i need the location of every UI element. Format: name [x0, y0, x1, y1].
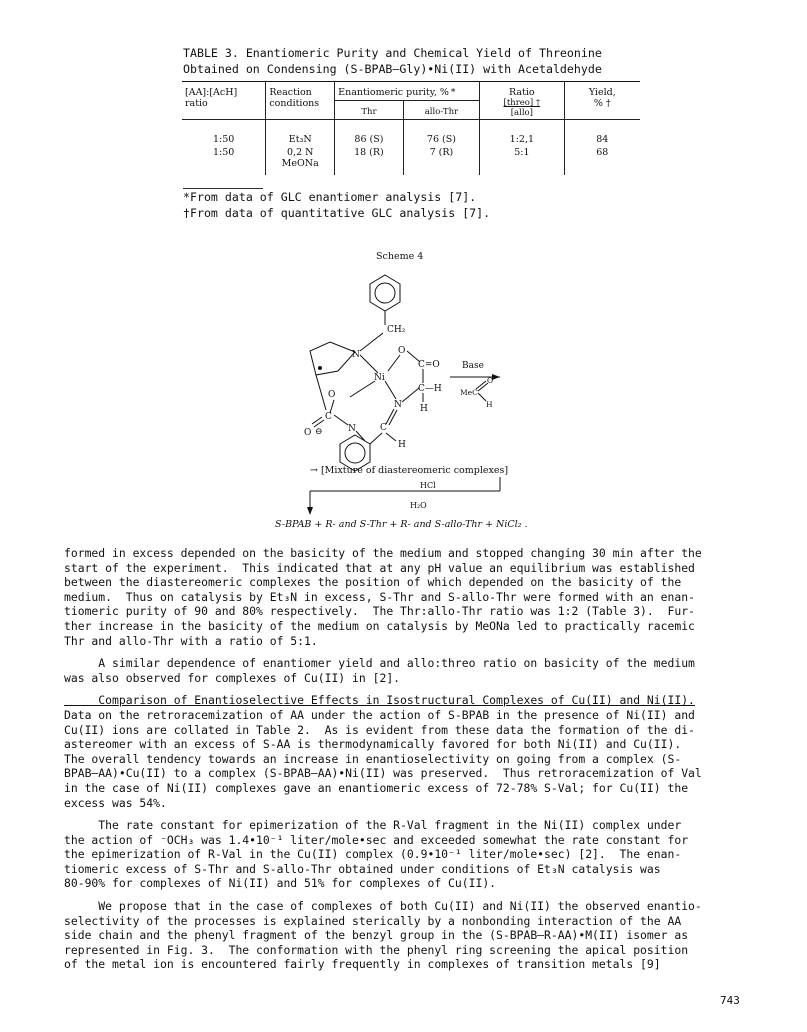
- table-title-line-1: TABLE 3. Enantiomeric Purity and Chemical Yield of Threonine: [183, 46, 602, 60]
- c-h-label: C—H: [418, 384, 442, 394]
- h-imine-label: H: [398, 440, 406, 450]
- header-thr: Thr: [335, 101, 404, 120]
- header-ratio: [182, 82, 266, 120]
- cell-conditions: 0,2 N MeONa: [266, 146, 335, 175]
- text-line: The rate constant for epimerization of the R-Val fragment in the Ni(II) complex under: [64, 818, 682, 833]
- o-minus-label: O: [304, 428, 312, 438]
- text-line: formed in excess depended on the basicity of the medium and stopped changing 30 min after the: [64, 546, 702, 560]
- reaction-arrow-icon: [492, 374, 500, 380]
- text-line: in the case of Ni(II) complexes gave an enantiomeric excess of 72-78% S-Val; for Cu(II) the: [64, 780, 689, 795]
- data-table: [182, 81, 640, 175]
- paragraph-4: [64, 818, 754, 891]
- hcl-label: HCl: [420, 481, 436, 490]
- cell-thr: 18 (R): [335, 146, 404, 175]
- text-line: Cu(II) ions are collated in Table 2. As is evident from these data the formation of the di-: [64, 722, 695, 737]
- n-left-label: N: [352, 350, 360, 360]
- cell-thr: 86 (S): [335, 120, 404, 147]
- text-line: astereomer with an excess of S-AA is thermodynamically favored for both Ni(II) and Cu(II).: [64, 737, 682, 752]
- header-yield-line-1: Yield,: [588, 87, 616, 98]
- header-yield: [564, 82, 640, 120]
- c-imine-label: C: [380, 423, 387, 433]
- text-line: medium. Thus on catalysis by Et₃N in excess, S-Thr and S-allo-Thr were formed with an enan-: [64, 589, 695, 604]
- benzyl-phenyl-ring: [370, 275, 400, 311]
- paragraph-3: [64, 708, 754, 810]
- text-line: the epimerization of R-Val in the Cu(II) complex (0.9•10⁻¹ liter/mole•sec) [2]. The enan-: [64, 847, 682, 862]
- body-text: [64, 546, 754, 972]
- o-ring-label: O: [328, 390, 336, 400]
- table-3: [182, 81, 640, 175]
- text-line: tiomeric excess of S-Thr and S-allo-Thr obtained under conditions of Et₃N catalysis was: [64, 861, 661, 876]
- header-allo-thr: allo-Thr: [403, 101, 479, 120]
- page-number: 743: [720, 994, 740, 1007]
- header-threo-allo-line-3: [allo]: [510, 108, 533, 118]
- cell-allo: 7 (R): [403, 146, 479, 175]
- paragraph-5: [64, 899, 754, 972]
- text-line: Thr and allo-Thr with a ratio of 5:1.: [64, 633, 318, 648]
- cell-ratio: 1:50: [212, 134, 235, 145]
- text-line: side chain and the phenyl fragment of the benzyl group in the (S-BPAB—R-AA)•M(II) isomer as: [64, 928, 689, 943]
- paragraph-1: [64, 546, 754, 648]
- table-row: [182, 146, 640, 175]
- header-ratio-line-1: [AA]:[AcH]: [185, 87, 238, 98]
- ch2-label: CH₂: [387, 325, 406, 335]
- section-heading: Comparison of Enantioselective Effects in Isostructural Complexes of Cu(II) and Ni(II).: [64, 693, 695, 708]
- table-row: [182, 120, 640, 147]
- base-label: Base: [462, 361, 484, 371]
- negative-charge-icon: ⊖: [315, 427, 323, 437]
- header-conditions-line-2: conditions: [269, 98, 320, 109]
- text-line: between the diastereomeric complexes the position of which depended on the basicity of the: [64, 575, 682, 590]
- header-ratio-line-2: ratio: [185, 98, 208, 109]
- table-footnotes: [183, 189, 643, 221]
- scheme-title: Scheme 4: [376, 251, 424, 262]
- down-arrow-icon: [307, 507, 313, 515]
- paragraph-2: [64, 656, 754, 685]
- text-line: the action of ⁻OCH₃ was 1.4•10⁻¹ liter/mole•sec and exceeded somewhat the rate constant for: [64, 832, 689, 847]
- text-line: of the metal ion is encountered fairly frequently in complexes of transition metals [9]: [64, 957, 661, 972]
- h-alpha-label: H: [420, 404, 428, 414]
- cell-threo-allo: 1:2,1: [480, 120, 564, 147]
- mixture-label: → [Mixture of diastereomeric complexes]: [310, 465, 509, 476]
- text-line: We propose that in the case of complexes of both Cu(II) and Ni(II) the observed enantio-: [64, 899, 702, 914]
- c-eq-o-label: C=O: [418, 360, 440, 370]
- table-title-line-2: Obtained on Condensing (S-BPAB—Gly)•Ni(II) with Acetaldehyde: [183, 62, 602, 76]
- text-line: selectivity of the processes is explained sterically by a nonbonding interaction of the AA: [64, 913, 682, 928]
- reagent-h-label: H: [486, 400, 493, 409]
- header-purity: Enantiomeric purity, % *: [335, 82, 480, 101]
- o-top-label: O: [398, 346, 406, 356]
- text-line: represented in Fig. 3. The conformation with the phenyl ring screening the apical position: [64, 942, 689, 957]
- table-title: [183, 45, 653, 77]
- text-line: 80-90% for complexes of Ni(II) and 51% for complexes of Cu(II).: [64, 876, 497, 891]
- text-line: BPAB—AA)•Cu(II) to a complex (S-BPAB—AA)•Ni(II) was preserved. Thus retroracemization of Val: [64, 766, 702, 781]
- header-threo-allo-line-2: [threo] †: [503, 98, 541, 108]
- reagent-mec-label: MeC: [460, 388, 478, 397]
- text-line: was also observed for complexes of Cu(II) in [2].: [64, 670, 401, 685]
- header-conditions: [266, 82, 335, 120]
- cell-allo: 76 (S): [403, 120, 479, 147]
- cell-threo-allo: 5:1: [480, 146, 564, 175]
- cell-conditions: Et₃N: [266, 120, 335, 147]
- n-mid-label: N: [394, 400, 402, 410]
- cell-ratio: 1:50: [212, 147, 235, 158]
- reagent-o-label: O: [487, 376, 494, 385]
- text-line: The overall tendency towards an increase in enantioselectivity on going from a complex (S-: [64, 751, 682, 766]
- header-threo-allo-line-1: Ratio: [509, 87, 535, 98]
- text-line: Data on the retroracemization of AA under the action of S-BPAB in the presence of Ni(II) and: [64, 707, 695, 722]
- text-line: excess was 54%.: [64, 795, 167, 810]
- cell-yield: 68: [564, 146, 640, 175]
- n-eq-label: N: [348, 424, 356, 434]
- text-line: tiomeric purity of 90 and 80% respectively. The Thr:allo-Thr ratio was 1:2 (Table 3). Fur-: [64, 604, 695, 619]
- header-conditions-line-1: Reaction: [269, 87, 312, 98]
- text-line: A similar dependence of enantiomer yield and allo:threo ratio on basicity of the medium: [64, 656, 695, 671]
- cell-yield: 84: [564, 120, 640, 147]
- stereo-dot-icon: [318, 366, 322, 370]
- footnote-2: †From data of quantitative GLC analysis [7].: [183, 206, 491, 220]
- products-label: S-BPAB + R- and S-Thr + R- and S-allo-Thr + NiCl₂ .: [275, 519, 528, 530]
- pyrrolidine-ring: [310, 342, 355, 375]
- ni-label: Ni: [374, 373, 385, 383]
- scheme-4-diagram: [270, 245, 590, 535]
- header-threo-allo: [480, 82, 564, 120]
- text-line: ther increase in the basicity of the medium on catalysis by MeONa led to practically racemic: [64, 618, 695, 633]
- text-line: start of the experiment. This indicated that at any pH value an equilibrium was established: [64, 560, 695, 575]
- c-carbonyl-label: C: [325, 412, 332, 422]
- header-yield-line-2: % †: [593, 98, 611, 109]
- footnote-1: *From data of GLC enantiomer analysis [7].: [183, 190, 477, 204]
- h2o-label: H₂O: [410, 501, 427, 510]
